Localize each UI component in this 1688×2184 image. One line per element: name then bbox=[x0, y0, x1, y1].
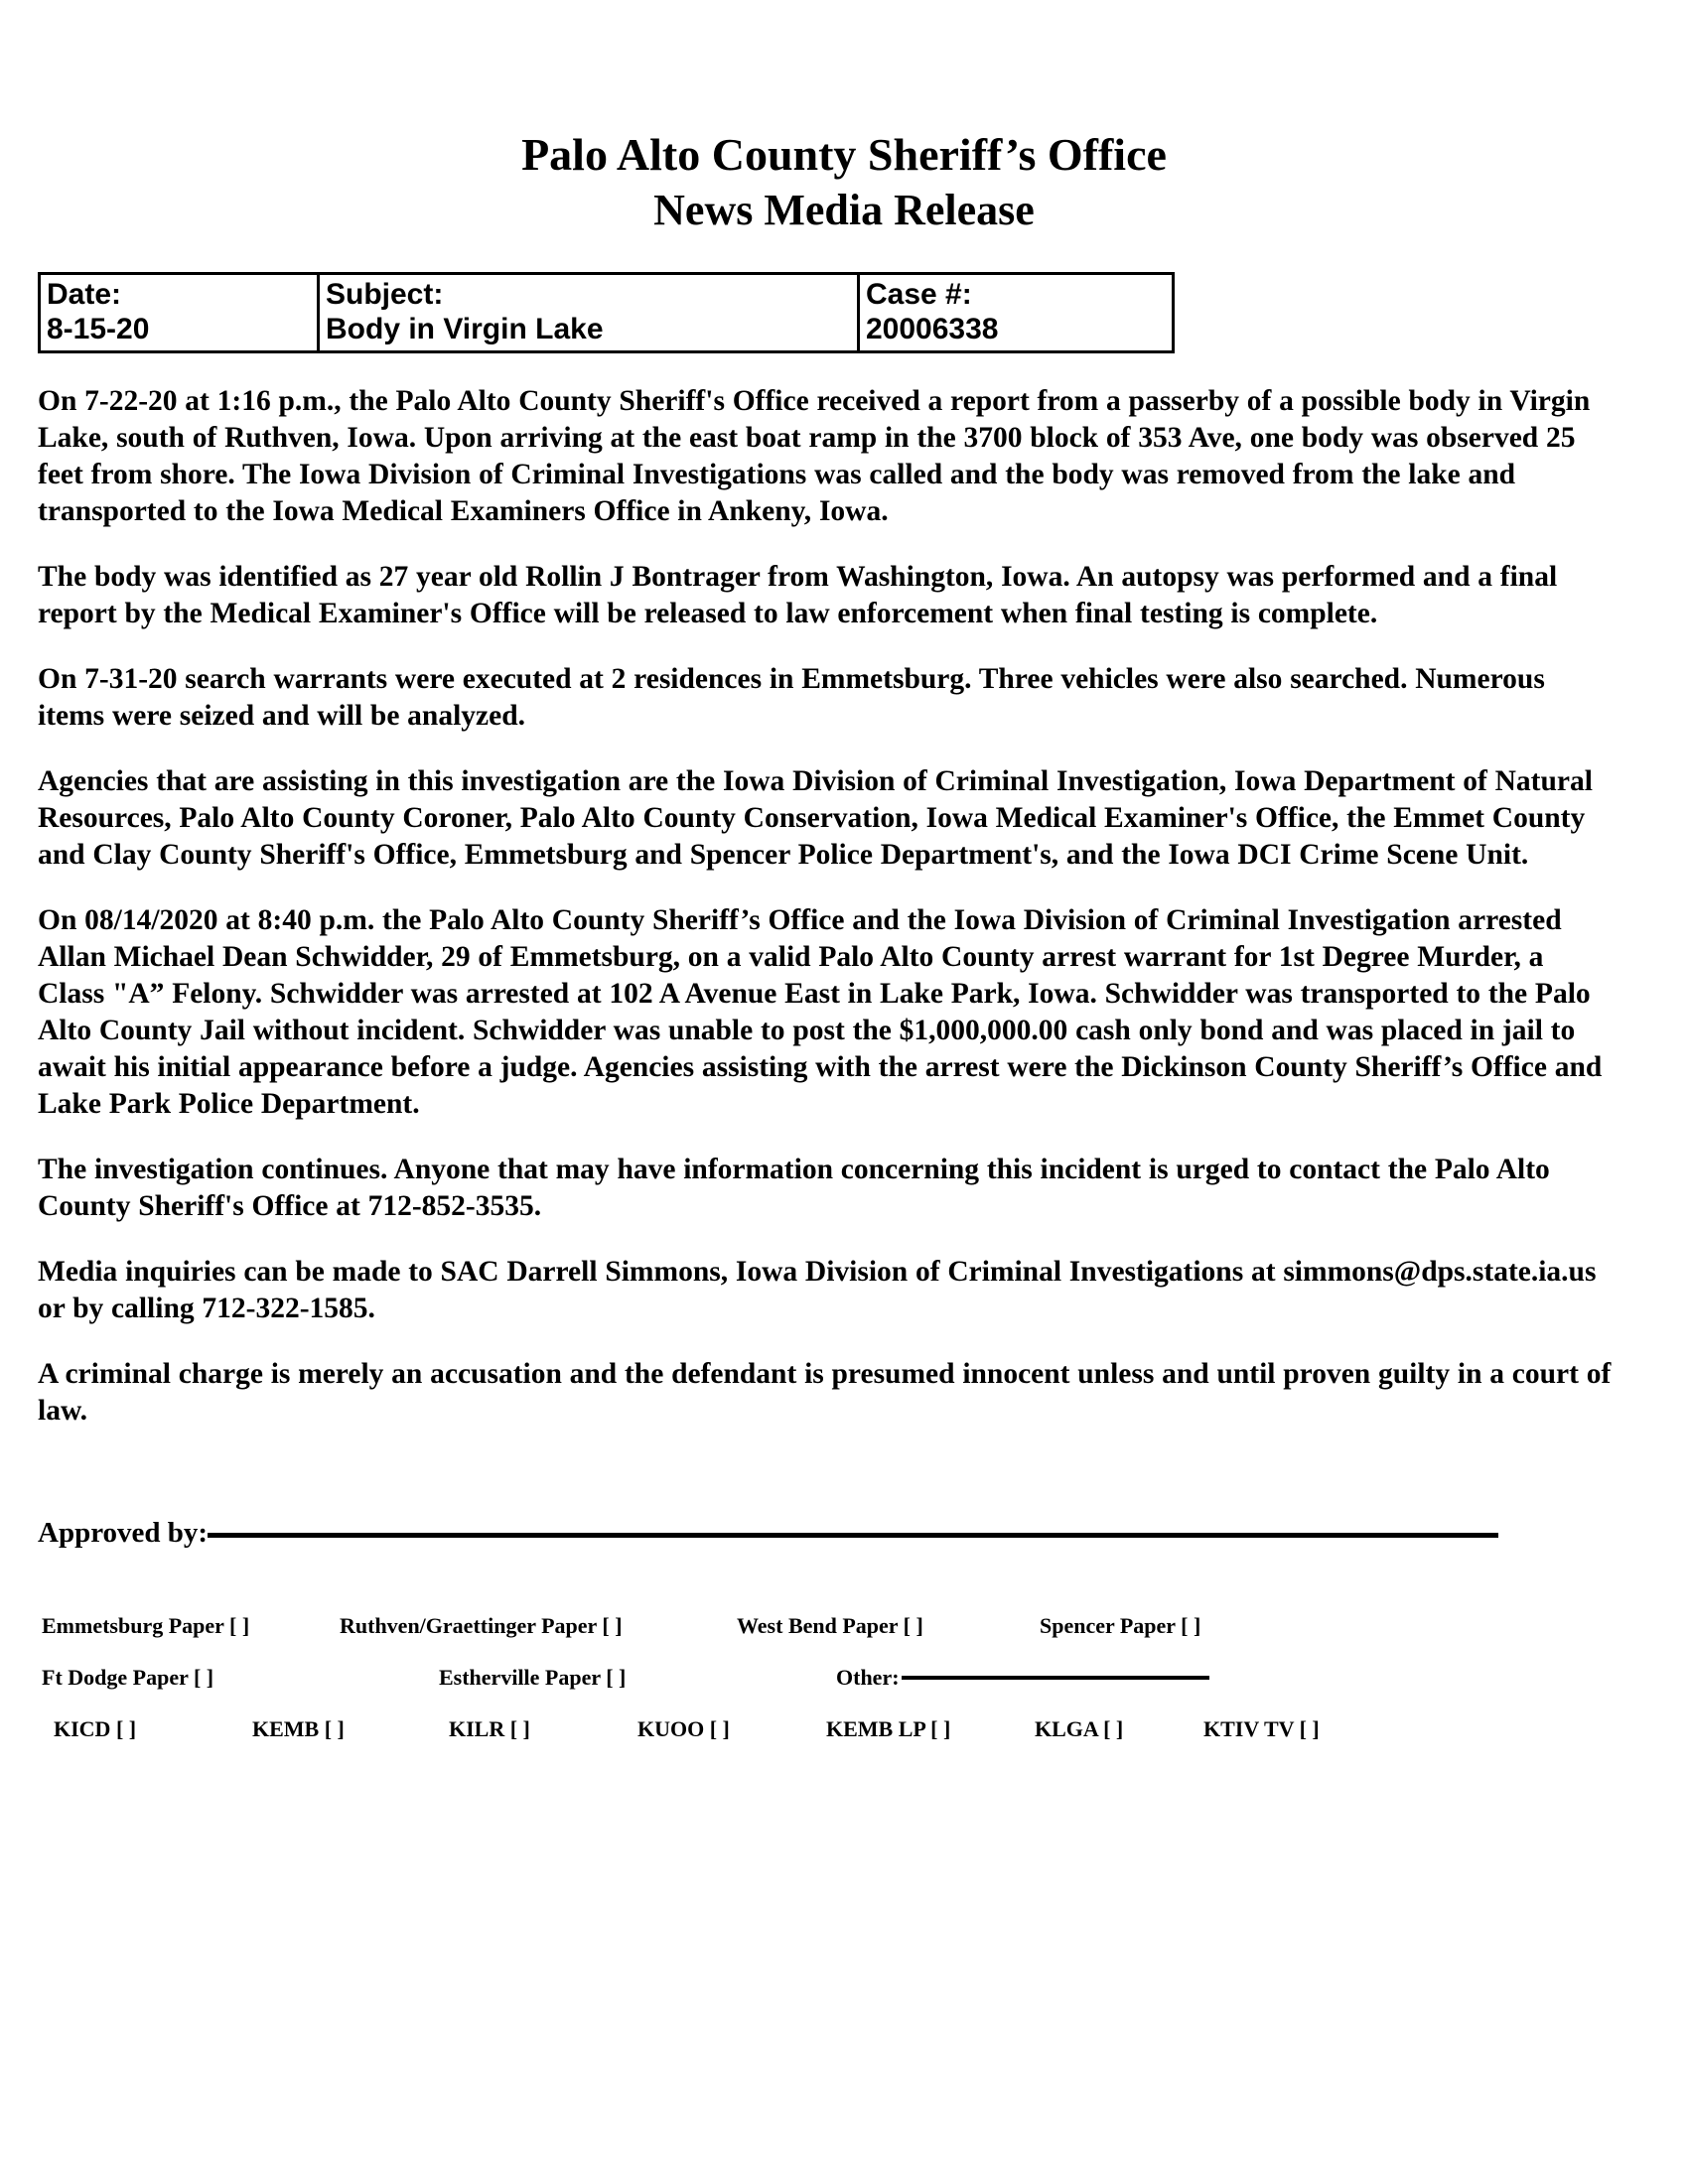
body-paragraph: Agencies that are assisting in this investigation are the Iowa Division of Criminal Investigation, Iowa Department of Natural Resources, Palo Alto County Coroner, Palo Alto County Conservation, Iowa Medical Examiner's Office, the Emmet County and Clay County Sheriff's Office, Emmetsburg and Spencer Police Department's, and the Iowa DCI Crime Scene Unit. bbox=[38, 765, 1593, 871]
distribution-row-papers-2 bbox=[42, 1665, 1688, 1716]
approved-by-signature-line[interactable] bbox=[208, 1533, 1498, 1538]
date-value: 8-15-20 bbox=[47, 313, 150, 345]
distribution-item-kuoo[interactable]: KUOO [ ] bbox=[637, 1716, 730, 1741]
body-paragraph: The body was identified as 27 year old Rollin J Bontrager from Washington, Iowa. An autopsy was performed and a final report by the Medical Examiner's Office will be released to law enforcement when final testing is complete. bbox=[38, 561, 1558, 629]
distribution-item-kemb[interactable]: KEMB [ ] bbox=[252, 1716, 345, 1741]
approved-by-row bbox=[0, 1517, 1688, 1550]
distribution-list bbox=[0, 1613, 1688, 1768]
distribution-item-kilr[interactable]: KILR [ ] bbox=[449, 1716, 530, 1741]
case-value: 20006338 bbox=[866, 313, 999, 345]
body-paragraph: Media inquiries can be made to SAC Darrell Simmons, Iowa Division of Criminal Investigations at simmons@dps.state.ia.us or by calling 712-322-1585. bbox=[38, 1256, 1597, 1324]
other-write-in-line[interactable] bbox=[902, 1676, 1209, 1680]
distribution-item-klga[interactable]: KLGA [ ] bbox=[1035, 1716, 1124, 1741]
distribution-item-ktiv-tv[interactable]: KTIV TV [ ] bbox=[1203, 1716, 1320, 1741]
meta-cell-case bbox=[859, 274, 1174, 352]
distribution-row-papers-1 bbox=[42, 1613, 1688, 1665]
distribution-item-emmetsburg-paper[interactable]: Emmetsburg Paper [ ] bbox=[42, 1613, 250, 1638]
distribution-item-other[interactable] bbox=[836, 1665, 1209, 1691]
body-paragraph: On 08/14/2020 at 8:40 p.m. the Palo Alto County Sheriff’s Office and the Iowa Division of Criminal Investigation arrested Allan Michael Dean Schwidder, 29 of Emmetsburg, on a valid Palo Alto County arrest warrant for 1st Degree Murder, a Class "A” Felony. Schwidder was arrested at 102 A Avenue East in Lake Park, Iowa. Schwidder was transported to the Palo Alto County Jail without incident. Schwidder was unable to post the $1,000,000.00 cash only bond and was placed in jail to await his initial appearance before a judge. Agencies assisting with the arrest were the Dickinson County Sheriff’s Office and Lake Park Police Department. bbox=[38, 904, 1603, 1120]
date-label: Date: bbox=[47, 278, 122, 311]
meta-table-container bbox=[0, 272, 1688, 353]
subject-value: Body in Virgin Lake bbox=[326, 313, 604, 345]
body-paragraph: The investigation continues. Anyone that may have information concerning this incident is urged to contact the Palo Alto County Sheriff's Office at 712-852-3535. bbox=[38, 1154, 1550, 1222]
distribution-item-kemb-lp[interactable]: KEMB LP [ ] bbox=[826, 1716, 951, 1741]
approved-by-label: Approved by: bbox=[38, 1517, 209, 1549]
meta-cell-subject bbox=[319, 274, 859, 352]
subject-label: Subject: bbox=[326, 278, 444, 311]
title-line-release: News Media Release bbox=[653, 186, 1035, 234]
meta-table bbox=[38, 272, 1175, 353]
case-label: Case #: bbox=[866, 278, 972, 311]
body-paragraph: A criminal charge is merely an accusation and the defendant is presumed innocent unless and until proven guilty in a court of law. bbox=[38, 1358, 1612, 1427]
distribution-item-west-bend-paper[interactable]: West Bend Paper [ ] bbox=[737, 1613, 923, 1638]
distribution-item-ruthven-graettinger-paper[interactable]: Ruthven/Graettinger Paper [ ] bbox=[340, 1613, 623, 1638]
distribution-item-kicd[interactable]: KICD [ ] bbox=[54, 1716, 137, 1741]
document-title bbox=[0, 0, 1688, 238]
distribution-item-spencer-paper[interactable]: Spencer Paper [ ] bbox=[1040, 1613, 1201, 1638]
table-row bbox=[40, 274, 1174, 352]
other-label: Other: bbox=[836, 1665, 900, 1690]
body-paragraph: On 7-31-20 search warrants were executed at 2 residences in Emmetsburg. Three vehicles were also searched. Numerous items were seized and will be analyzed. bbox=[38, 663, 1545, 732]
distribution-item-estherville-paper[interactable]: Estherville Paper [ ] bbox=[439, 1665, 627, 1690]
body-paragraph: On 7-22-20 at 1:16 p.m., the Palo Alto County Sheriff's Office received a report from a passerby of a possible body in Virgin Lake, south of Ruthven, Iowa. Upon arriving at the east boat ramp in the 3700 block of 353 Ave, one body was observed 25 feet from shore. The Iowa Division of Criminal Investigations was called and the body was removed from the lake and transported to the Iowa Medical Examiners Office in Ankeny, Iowa. bbox=[38, 385, 1591, 527]
release-body bbox=[0, 383, 1688, 1430]
distribution-item-ft-dodge-paper[interactable]: Ft Dodge Paper [ ] bbox=[42, 1665, 214, 1690]
meta-cell-date bbox=[40, 274, 319, 352]
distribution-row-stations bbox=[42, 1716, 1688, 1768]
title-line-agency: Palo Alto County Sheriff’s Office bbox=[521, 129, 1167, 180]
